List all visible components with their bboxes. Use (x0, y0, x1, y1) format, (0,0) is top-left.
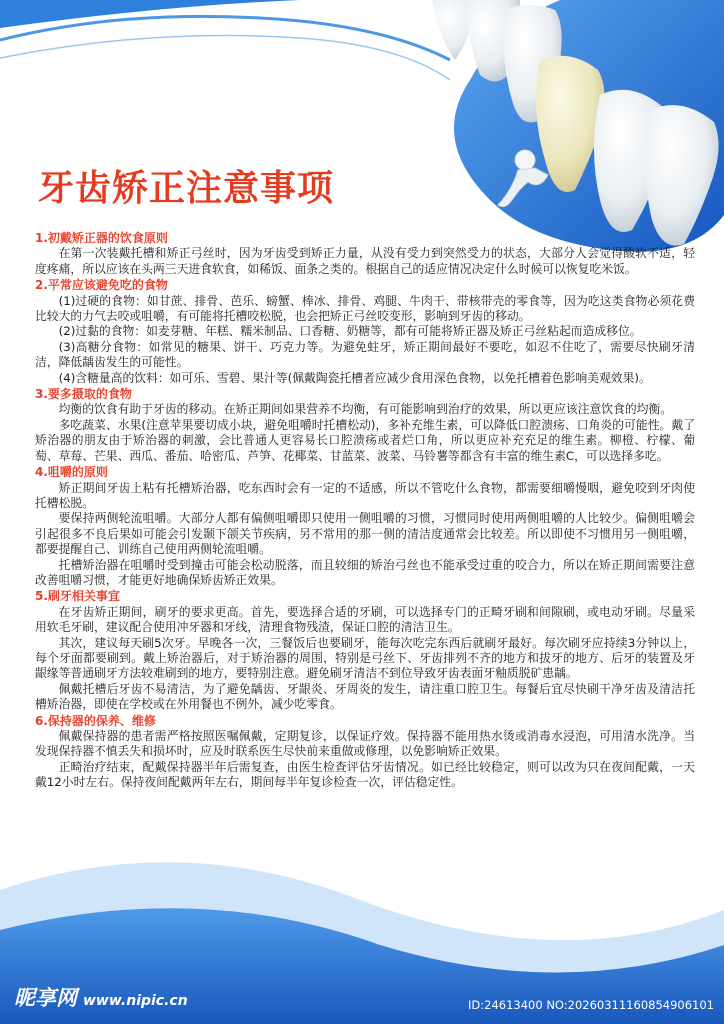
paragraph: 在第一次装戴托槽和矫正弓丝时，因为牙齿受到矫正力量，从没有受力到突然受力的状态，大部分人会觉得酸软不适，轻度疼痛，所以应该在头两三天进食软食，如稀饭、面条之类的。根据自己的适应情况决定什么时候可以恢复吃米饭。 (35, 246, 695, 276)
section-chewing (35, 465, 695, 588)
section-heading: 6.保持器的保养、维修 (35, 713, 156, 728)
watermark-logo (14, 982, 188, 1012)
paragraph: 托槽矫治器在咀嚼时受到撞击可能会松动脱落，而且较细的矫治弓丝也不能承受过重的咬合力，所以在矫正期间需要注意改善咀嚼习惯，才能更好地确保矫齿矫正效果。 (35, 557, 695, 587)
paragraph: 佩戴托槽后牙齿不易清洁，为了避免龋齿、牙龈炎、牙周炎的发生，请注重口腔卫生。每餐后宜尽快刷干净牙齿及清洁托槽矫治器，即使在学校或在外用餐也不例外，减少吃零食。 (35, 681, 695, 712)
section-heading: 3.要多摄取的食物 (35, 387, 132, 402)
paragraph: 其次，建议每天刷5次牙。早晚各一次，三餐饭后也要刷牙，能每次吃完东西后就刷牙最好。每次刷牙应持续3分钟以上，每个牙面都要刷到。戴上矫治器后，对于矫治器的周围，特别是弓丝下、牙齿排列不齐的地方和拔牙的地方、后牙的装置及牙龈缘等普通刷牙方法较难刷到的地方，要特别注意。避免刷牙清洁不到位导致牙齿表面牙釉质脱矿患龋。 (35, 635, 695, 681)
paragraph: (4)含糖量高的饮料：如可乐、雪碧、果汁等(佩戴陶瓷托槽者应减少食用深色食物，以免托槽着色影响美观效果)。 (58, 370, 651, 385)
content-body (35, 230, 695, 791)
paragraph: (1)过硬的食物：如甘蔗、排骨、芭乐、螃蟹、棒冰、排骨、鸡腿、牛肉干、带核带壳的零食等，因为吃这类食物必须花费比较大的力气去咬或咀嚼，有可能将托槽咬松脱，也会把矫正弓丝咬变形，影响到牙齿的移动。 (35, 293, 695, 324)
section-brushing (35, 589, 695, 712)
section-heading: 4.咀嚼的原则 (35, 465, 108, 480)
section-heading: 1.初戴矫正器的饮食原则 (35, 231, 168, 245)
section-diet-initial (35, 231, 695, 277)
section-heading: 2.平常应该避免吃的食物 (35, 278, 168, 293)
decor-wave (0, 0, 300, 28)
paragraph: (2)过黏的食物：如麦芽糖、年糕、糯米制品、口香糖、奶糖等，都有可能将矫正器及矫正弓丝粘起而造成移位。 (58, 324, 642, 339)
paragraph: 佩戴保持器的患者需严格按照医嘱佩戴，定期复诊，以保证疗效。保持器不能用热水烫或消毒水浸泡，可用清水洗净。当发现保持器不慎丢失和损坏时，应及时联系医生尽快前来重做或修理，以免影响矫正效果。 (35, 729, 695, 759)
section-foods-to-eat (35, 387, 695, 464)
decor-curve (0, 16, 450, 60)
watermark-url: www.nipic.cn (83, 993, 188, 1009)
paragraph: 矫正期间牙齿上粘有托槽矫治器，吃东西时会有一定的不适感，所以不管吃什么食物，都需要细嚼慢咽，避免咬到牙肉使托槽松脱。 (35, 480, 695, 510)
paragraph: 均衡的饮食有助于牙齿的移动。在矫正期间如果营养不均衡，有可能影响到治疗的效果，所以更应该注意饮食的均衡。 (58, 402, 673, 417)
paragraph: 在牙齿矫正期间，刷牙的要求更高。首先，要选择合适的牙刷，可以选择专门的正畸牙刷和间隙刷，或电动牙刷。尽量采用软毛牙刷，建议配合使用冲牙器和牙线，清理食物残渣，保证口腔的清洁卫生。 (35, 604, 695, 635)
section-heading: 5.刷牙相关事宜 (35, 589, 120, 604)
watermark-id: ID:24613400 NO:20260311160854906101 (468, 998, 714, 1012)
paragraph: 正畸治疗结束，配戴保持器半年后需复查，由医生检查评估牙齿情况。如已经比较稳定，则可以改为只在夜间配戴，一天戴12小时左右。保持夜间配戴两年左右，期间每半年复诊检查一次，评估稳定性。 (35, 759, 695, 790)
page-title: 牙齿矫正注意事项 (38, 168, 335, 209)
paragraph: 要保持两侧轮流咀嚼。大部分人都有偏侧咀嚼即只使用一侧咀嚼的习惯，习惯同时使用两侧咀嚼的人比较少。偏侧咀嚼会引起很多不良后果如可能会引发颞下颌关节疾病，另不常用的那一侧的清洁度通常会比较差。所以即使不习惯用另一侧咀嚼，都要提醒自己、训练自己使用两侧轮流咀嚼。 (35, 511, 695, 557)
paragraph: 多吃蔬菜、水果(注意苹果要切成小块，避免咀嚼时托槽松动)，多补充维生素，可以降低口腔溃疡、口角炎的可能性。戴了矫治器的朋友由于矫治器的刺激，会比普通人更容易长口腔溃疡或者烂口角，所以更应补充充足的维生素。柳橙、柠檬、葡萄、草莓、芒果、西瓜、番茄、哈密瓜、芦笋、花椰菜、甘蓝菜、波菜、马铃薯等都含有丰富的维生素C，可以选择多吃。 (35, 417, 695, 463)
paragraph: (3)高糖分食物：如常见的糖果、饼干、巧克力等。为避免蛀牙，矫正期间最好不要吃，如忍不住吃了，需要尽快刷牙清洁，降低龋齿发生的可能性。 (35, 339, 695, 370)
decor-curve (0, 36, 450, 81)
section-retainer-care (35, 714, 695, 791)
section-foods-to-avoid (35, 278, 695, 386)
watermark-site-name: 昵享网 (14, 986, 77, 1010)
